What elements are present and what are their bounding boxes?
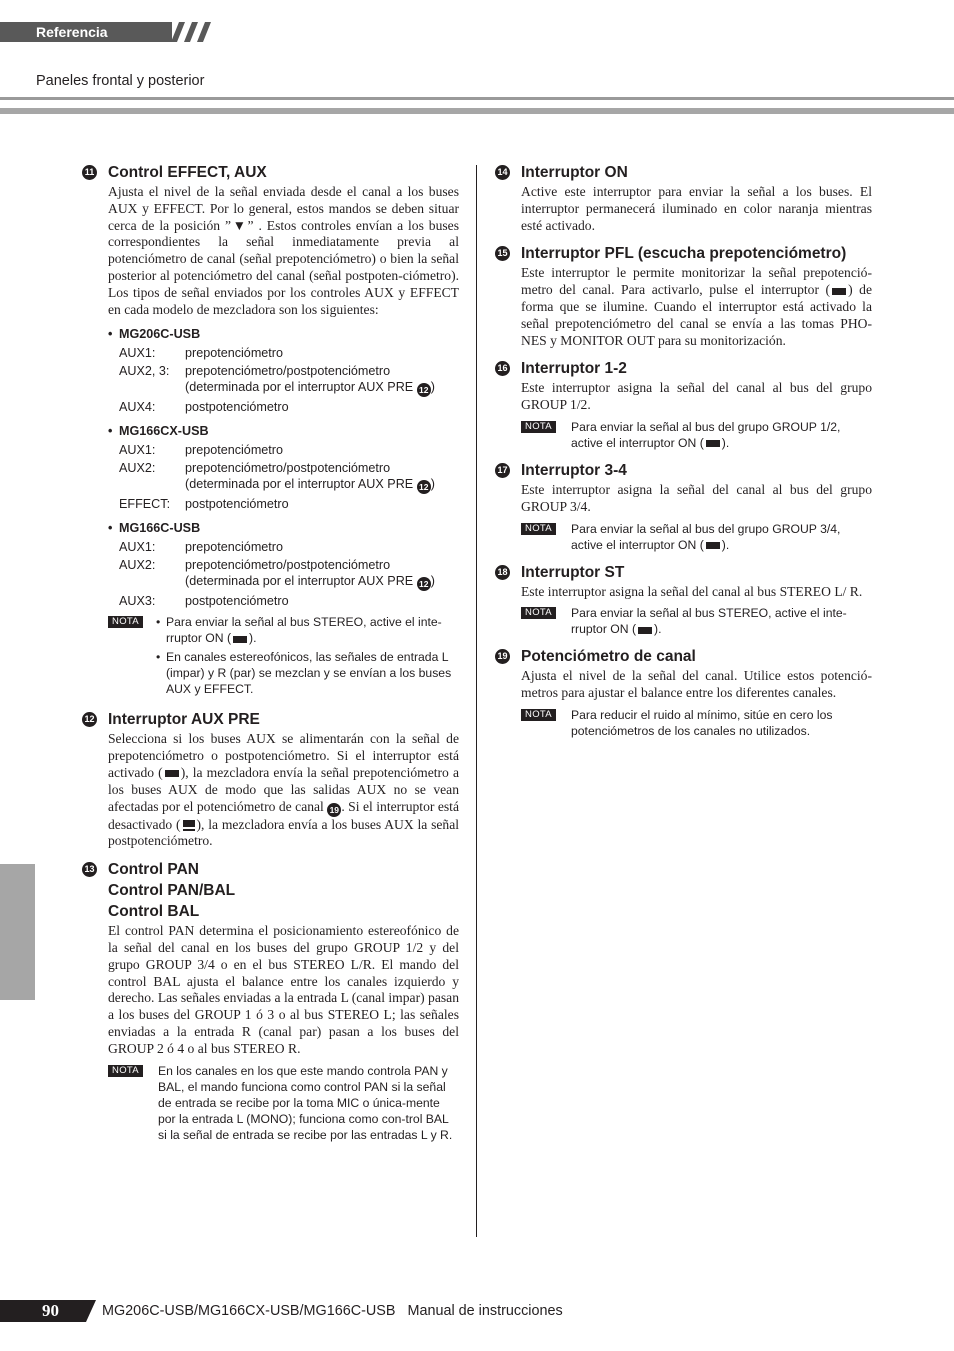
page-subtitle: Paneles frontal y posterior [36, 73, 205, 89]
note-box [521, 707, 872, 739]
body-text: ), la mezcladora envía la señal prepotenciómetro a los buses AUX de modo que las salidas AUX no se vean afectadas por el potenciómetro de canal [108, 764, 459, 814]
note-box [521, 605, 872, 637]
section-title [82, 162, 459, 183]
aux-key: AUX2: [119, 461, 156, 476]
aux-key: AUX4: [119, 400, 156, 415]
switch-pressed-icon [706, 542, 720, 549]
switch-pressed-icon [638, 627, 652, 634]
note-text [571, 419, 872, 451]
page-number: 90 [42, 1301, 59, 1320]
aux-key: AUX1: [119, 540, 156, 555]
note-text-part: ). [721, 435, 730, 450]
aux-value: prepotenciómetro [185, 443, 284, 458]
model-list-mg206c [108, 326, 459, 415]
note-text-part: Para enviar la señal al bus STEREO, active el inte-rruptor ON ( [571, 606, 847, 637]
header-section-label: Referencia [36, 24, 108, 40]
section-title-line2: Control PAN/BAL [108, 882, 236, 900]
reference-badge: 12 [417, 383, 431, 397]
aux-value: postpotenciómetro [185, 400, 289, 415]
aux-value-close: ) [430, 380, 435, 395]
switch-pressed-icon [165, 770, 179, 777]
note-text [571, 605, 872, 637]
aux-row [108, 442, 459, 458]
aux-value: prepotenciómetro [185, 540, 284, 555]
section-title-line3: Control BAL [108, 903, 200, 921]
reference-badge: 12 [417, 480, 431, 494]
aux-value-close: ) [430, 477, 435, 492]
aux-value-line1: prepotenciómetro/postpotenciómetro [185, 461, 391, 476]
aux-row [108, 363, 459, 397]
model-list-mg166cx [108, 423, 459, 512]
section-number-badge: 16 [495, 361, 510, 376]
section-title [82, 859, 459, 922]
section-title-text: Interruptor 3-4 [521, 461, 627, 479]
section-title-text: Interruptor 1-2 [521, 360, 627, 378]
aux-key: AUX2, 3: [119, 364, 170, 379]
section-number-badge: 19 [495, 649, 510, 664]
section-title [495, 460, 872, 481]
left-column [82, 162, 459, 1152]
aux-value: postpotenciómetro [185, 497, 289, 512]
section-body: Este interruptor asigna la señal del canal al bus del grupo GROUP 3/4. [521, 481, 872, 514]
note-badge: NOTA [108, 616, 143, 628]
aux-key: EFFECT: [119, 497, 171, 512]
section-title-text: Interruptor ON [521, 164, 628, 181]
model-name: • MG166CX-USB [108, 423, 459, 439]
section-14 [495, 162, 872, 234]
aux-key: AUX1: [119, 443, 156, 458]
aux-value-line1: prepotenciómetro/postpotenciómetro [185, 364, 391, 379]
note-text: Para reducir el ruido al mínimo, sitúe en cero los potenciómetros de los canales no utilizados. [571, 707, 833, 738]
section-title-text: Interruptor ST [521, 563, 625, 581]
switch-pressed-icon [233, 636, 247, 643]
section-body: Este interruptor asigna la señal del canal al bus del grupo GROUP 1/2. [521, 380, 872, 413]
section-title-text: Potenciómetro de canal [521, 648, 696, 666]
section-body: Active este interruptor para enviar la señal a los buses. El interruptor permanecerá iluminado en color naranja mientras esté activado. [521, 184, 872, 233]
aux-key: AUX1: [119, 346, 156, 361]
aux-key: AUX2: [119, 558, 156, 573]
header-slash-decoration [163, 22, 213, 42]
section-number-badge: 12 [82, 712, 97, 727]
section-16 [495, 358, 872, 451]
section-number-badge: 15 [495, 246, 510, 261]
aux-row [108, 399, 459, 415]
header-rule-thick [0, 108, 954, 114]
section-body: El control PAN determina el posicionamiento estereofónico de la señal del canal en los buses del grupo GROUP 1/2 y del grupo GROUP 3/4 o en el bus STEREO L/R. El mando del control BAL ajusta el balance entre los canales izquierdo y derecho. Las señales enviadas a la entrada L (canal impar) pasan a los buses del GROUP 1 ó 3 o al bus STEREO L; las señales enviadas a la entrada R (canal par) pasan a los buses del GROUP 2 ó 4 o al bus STEREO R. [108, 923, 459, 1056]
model-name: • MG206C-USB [108, 326, 459, 342]
aux-value-line2: (determinada por el interruptor AUX PRE [185, 574, 414, 589]
aux-row [108, 460, 459, 494]
note-bullet [156, 614, 459, 646]
section-body [521, 265, 872, 349]
section-18 [495, 562, 872, 638]
section-body: Ajusta el nivel de la señal del canal. Utilice estos potenció-metros para ajustar el balance entre los diferentes canales. [521, 668, 872, 701]
note-bullet: • En canales estereofónicos, las señales de entrada L (impar) y R (par) se mezclan y se envían a los buses AUX y EFFECT. [156, 649, 459, 697]
reference-badge: 19 [327, 803, 341, 817]
note-text: Para enviar la señal al bus STEREO, active el inte-rruptor ON ( [166, 615, 442, 646]
note-badge: NOTA [521, 709, 556, 721]
footer-manual-title: MG206C-USB/MG166CX-USB/MG166C-USB Manual de instrucciones [102, 1303, 563, 1319]
section-11 [82, 162, 459, 700]
section-13 [82, 859, 459, 1142]
section-title-line1: Control PAN [108, 861, 199, 879]
aux-value-line2: (determinada por el interruptor AUX PRE [185, 477, 414, 492]
section-15 [495, 243, 872, 349]
aux-row [108, 539, 459, 555]
switch-pressed-icon [706, 440, 720, 447]
note-text-part: Para enviar la señal al bus del grupo GROUP 1/2, active el interruptor ON ( [571, 419, 841, 450]
section-title [495, 358, 872, 379]
aux-value [185, 363, 459, 397]
note-box [108, 614, 459, 700]
section-title [495, 162, 872, 183]
aux-value [185, 460, 459, 494]
aux-value-close: ) [430, 574, 435, 589]
header-rule-thin [0, 97, 954, 100]
note-text: ). [249, 631, 257, 646]
section-19 [495, 646, 872, 739]
reference-badge: 12 [417, 577, 431, 591]
footer-slash-decoration [82, 1300, 98, 1322]
section-12 [82, 709, 459, 850]
section-17 [495, 460, 872, 553]
note-text-part: Para enviar la señal al bus del grupo GROUP 3/4, active el interruptor ON ( [571, 521, 841, 552]
body-text: Este interruptor le permite monitorizar la señal prepotenció-metro del canal. Para activarlo, pulse el interruptor ( [521, 265, 872, 298]
section-number-badge: 17 [495, 463, 510, 478]
note-box [108, 1063, 459, 1143]
note-badge: NOTA [521, 607, 556, 619]
body-text: Selecciona si los buses AUX se alimentarán con la señal de prepotenciómetro o postpotenciómetro. Si el interruptor está activado ( [108, 731, 459, 780]
note-text-part: ). [654, 622, 662, 637]
section-title-text: Control EFFECT, AUX [108, 164, 267, 181]
section-body: Este interruptor asigna la señal del canal al bus STEREO L/ R. [521, 583, 863, 599]
section-title [495, 243, 872, 264]
note-badge: NOTA [521, 523, 556, 535]
section-title [495, 646, 872, 667]
aux-value-line2: (determinada por el interruptor AUX PRE [185, 380, 414, 395]
side-thumb-tab [0, 864, 35, 1000]
section-title [82, 709, 459, 730]
aux-row [108, 557, 459, 591]
section-body: Ajusta el nivel de la señal enviada desde el canal a los buses AUX y EFFECT. Por lo general, estos mandos se deben situar cerca de la posición ”▼” . Estos controles envían a los buses correspondientes la señal inmediatamente previa al potenciómetro de canal (señal prepotenciómetro) o bien la señal posterior al potenciómetro del canal (señal postpoten-ciómetro). Los tipos de señal enviados por los controles AUX y EFFECT en cada modelo de mezcladora son los siguientes: [108, 184, 459, 317]
section-number-badge: 11 [82, 165, 97, 180]
column-divider [476, 165, 477, 1237]
note-bullets [156, 614, 459, 700]
aux-value: postpotenciómetro [185, 594, 289, 609]
switch-pressed-icon [832, 288, 846, 295]
model-list-mg166c [108, 520, 459, 609]
aux-row [108, 345, 459, 361]
section-title-text: Interruptor AUX PRE [108, 711, 260, 729]
switch-released-icon [183, 820, 195, 831]
section-title-text: Interruptor PFL (escucha prepotenciómetro) [521, 245, 847, 263]
aux-value [185, 557, 459, 591]
section-title [495, 562, 872, 583]
note-text: En los canales en los que este mando controla PAN y BAL, el mando funciona como control PAN si la señal de entrada se recibe por la toma MIC o única-mente por la entrada L (MONO); funciona como con-trol BAL si la señal de entrada se recibe por las entradas L y R. [158, 1063, 453, 1142]
note-box [521, 521, 872, 553]
aux-row [108, 496, 459, 512]
body-text: ) de forma que se ilumine. Cuando el interruptor está activado la señal prepotenciómetro del canal se envía a las tomas PHO-NES y MONITOR OUT para su monitorización. [521, 282, 873, 348]
note-text-part: ). [721, 537, 730, 552]
aux-row [108, 593, 459, 609]
note-box [521, 419, 872, 451]
body-text: . Si el interruptor está desactivado ( [108, 798, 459, 832]
note-text [571, 521, 872, 553]
section-number-badge: 14 [495, 165, 510, 180]
aux-value: prepotenciómetro [185, 346, 284, 361]
aux-value-line1: prepotenciómetro/postpotenciómetro [185, 558, 391, 573]
note-badge: NOTA [108, 1065, 143, 1077]
footer-page-bar [0, 1300, 82, 1322]
body-text: ), la mezcladora envía a los buses AUX la señal postpotenciómetro. [108, 816, 460, 849]
aux-key: AUX3: [119, 594, 156, 609]
right-column [495, 162, 872, 748]
note-badge: NOTA [521, 421, 556, 433]
section-body [108, 731, 459, 850]
section-number-badge: 18 [495, 565, 510, 580]
model-name: • MG166C-USB [108, 520, 459, 536]
section-number-badge: 13 [82, 862, 97, 877]
